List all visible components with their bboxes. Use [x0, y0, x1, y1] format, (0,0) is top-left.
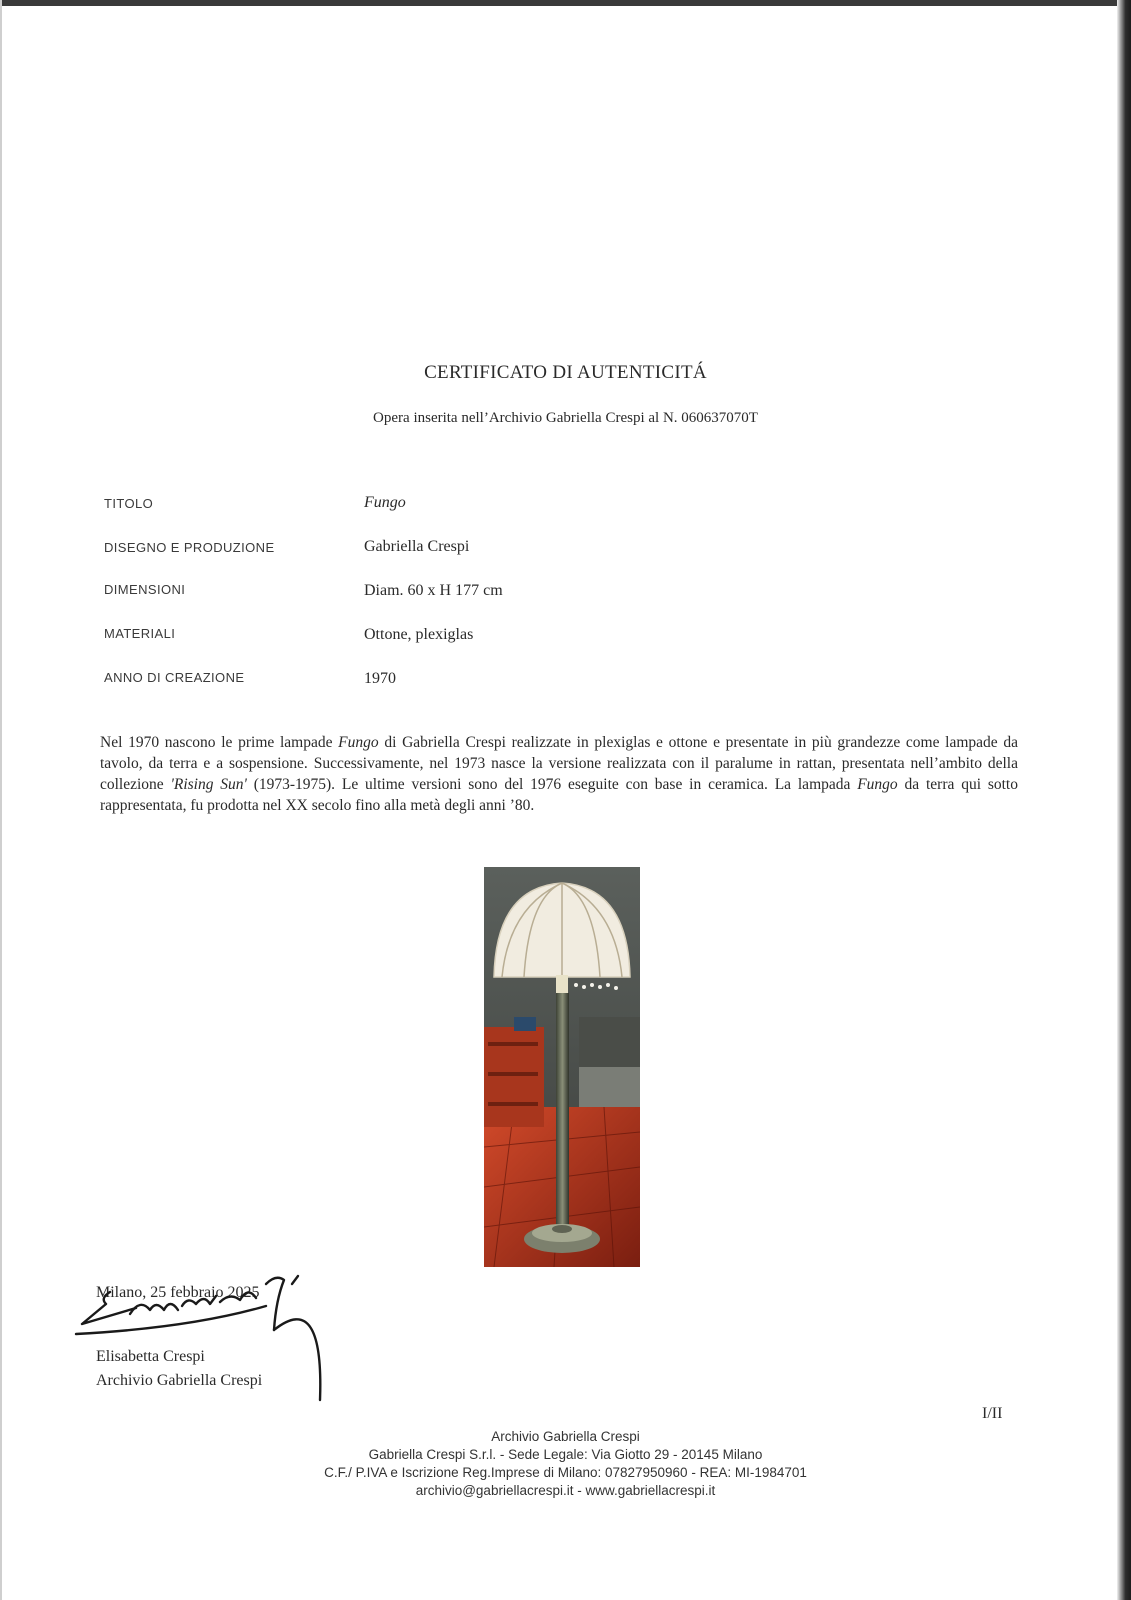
description-text-4: da terra qui sotto rappresentata, fu prodotta nel XX secolo fino alla metà degli anni ’80. [100, 776, 1018, 814]
field-label-anno: ANNO DI CREAZIONE [104, 670, 245, 685]
signer-name: Elisabetta Crespi [96, 1348, 205, 1365]
description-em-fungo-2: Fungo [857, 776, 898, 793]
field-value-dimensioni: Diam. 60 x H 177 cm [364, 582, 503, 599]
description-em-fungo-1: Fungo [338, 734, 379, 751]
field-value-titolo: Fungo [364, 494, 406, 511]
footer-contact: archivio@gabriellacrespi.it - www.gabriellacrespi.it [415, 1483, 716, 1498]
lamp-photo-illustration [484, 867, 640, 1267]
scan-edge-top [0, 0, 1131, 6]
field-value-anno: 1970 [364, 670, 396, 687]
certificate-title: CERTIFICATO DI AUTENTICITÁ [424, 362, 707, 383]
description-text-1: Nel 1970 nascono le prime lampade [100, 734, 339, 751]
footer-archive-name: Archivio Gabriella Crespi [491, 1429, 640, 1444]
description-text-2: di Gabriella Crespi realizzate in plexiglas e ottone e presentate in più grandezze come lampade da tavolo, da terra e a sospensione. Successivamente, nel 1973 nasce la versione realizzata con il paralume in rattan, presentata nell’ambito della collezione [100, 734, 1018, 793]
field-label-dimensioni: DIMENSIONI [104, 582, 186, 597]
archive-registration-line: Opera inserita nell’Archivio Gabriella Crespi al N. 060637070T [373, 410, 758, 426]
field-label-titolo: TITOLO [104, 496, 154, 511]
description-text-3: (1973-1975). Le ultime versioni sono del 1976 eseguite con base in ceramica. La lampada [246, 776, 858, 793]
scan-edge-left [0, 0, 2, 1600]
signer-organization: Archivio Gabriella Crespi [96, 1372, 263, 1389]
field-value-disegno: Gabriella Crespi [364, 538, 470, 555]
footer [0, 1428, 1131, 1500]
place-date: Milano, 25 febbraio 2025 [96, 1284, 260, 1301]
scan-edge-right [1117, 0, 1131, 1600]
footer-company-address: Gabriella Crespi S.r.l. - Sede Legale: Via Giotto 29 - 20145 Milano [368, 1447, 763, 1462]
lamp-photo [484, 867, 640, 1267]
field-value-materiali: Ottone, plexiglas [364, 626, 474, 643]
field-label-disegno: DISEGNO E PRODUZIONE [104, 540, 275, 555]
field-label-materiali: MATERIALI [104, 626, 176, 641]
description-em-rising-sun: 'Rising Sun' [170, 776, 247, 793]
description-paragraph [100, 732, 1018, 816]
handwritten-signature [70, 1270, 370, 1420]
page-number: I/II [982, 1405, 1003, 1422]
footer-tax-registration: C.F./ P.IVA e Iscrizione Reg.Imprese di Milano: 07827950960 - REA: MI-1984701 [324, 1465, 807, 1480]
